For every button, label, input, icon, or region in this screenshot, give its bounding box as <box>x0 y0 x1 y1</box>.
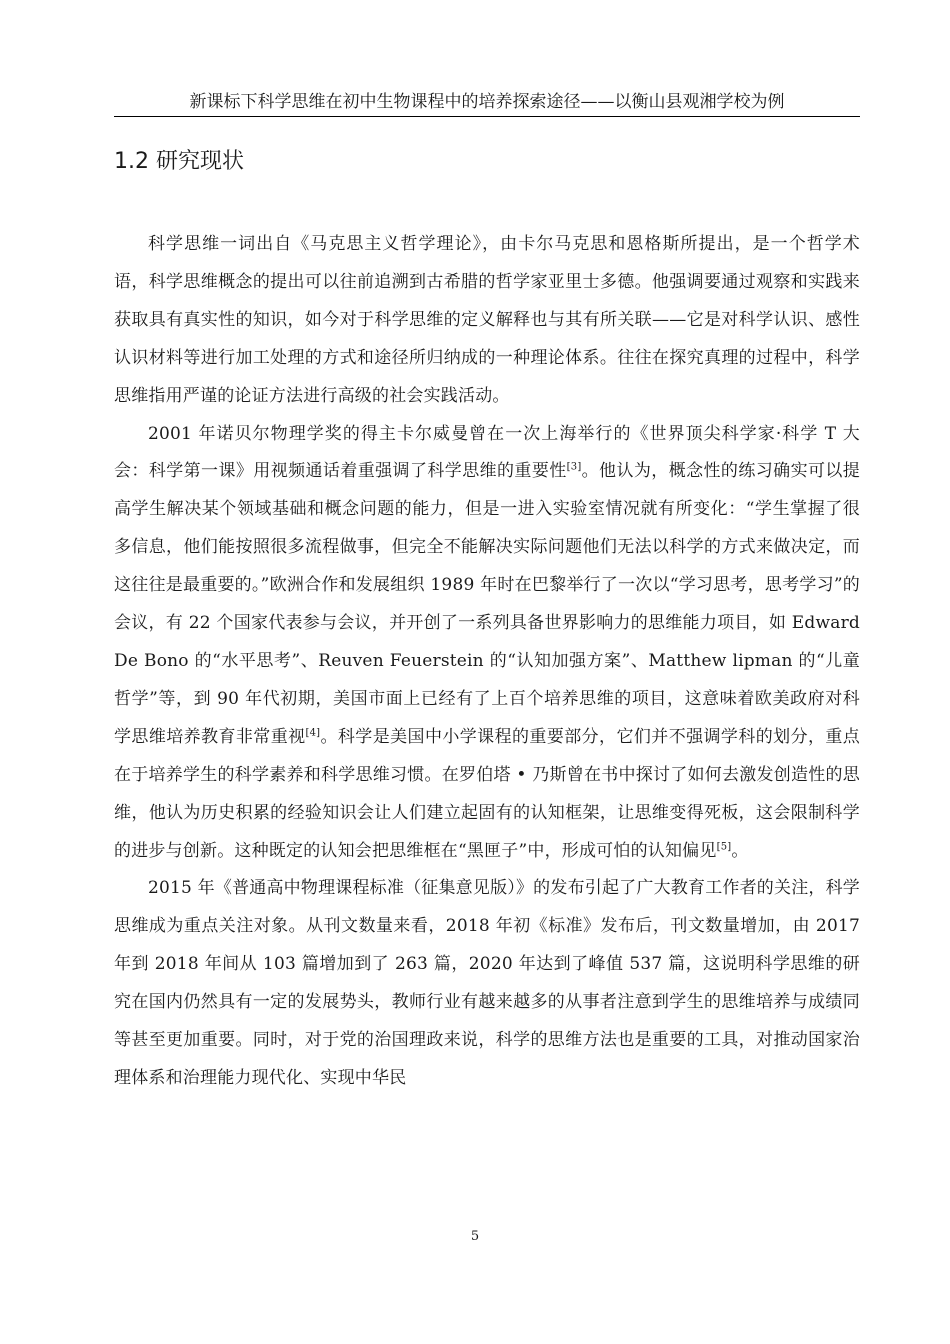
body-text <box>114 226 860 1098</box>
paragraph-text: 科学思维一词出自《马克思主义哲学理论》，由卡尔马克思和恩格斯所提出，是一个哲学术语，科学思维概念的提出可以往前追溯到古希腊的哲学家亚里士多德。他强调要通过观察和实践来获取具有真实性的知识，如今对于科学思维的定义解释也与其有所关联——它是对科学认识、感性认识材料等进行加工处理的方式和途径所归纳成的一种理论体系。往往在探究真理的过程中，科学思维指用严谨的论证方法进行高级的社会实践活动。 <box>114 234 860 406</box>
paragraph-text: 。科学是美国中小学课程的重要部分，它们并不强调学科的划分，重点在于培养学生的科学素养和科学思维习惯。在罗伯塔 • 乃斯曾在书中探讨了如何去激发创造性的思维，他认为历史积累的经验知识会让人们建立起固有的认知框架，让思维变得死板，这会限制科学的进步与创新。这种既定的认知会把思维框在“黑匣子”中，形成可怕的认知偏见 <box>114 726 860 861</box>
citation-ref: [5] <box>716 840 732 852</box>
running-header: 新课标下科学思维在初中生物课程中的培养探索途径——以衡山县观湘学校为例 <box>114 90 860 117</box>
paragraph <box>114 870 860 1097</box>
citation-ref: [4] <box>305 727 321 739</box>
section-heading: 1.2 研究现状 <box>114 149 244 174</box>
page-number: 5 <box>470 1229 480 1244</box>
paragraph-text: 2001 年诺贝尔物理学奖的得主卡尔威曼曾在一次上海举行的《世界顶尖科学家·科学 T 大会：科学第一课》用视频通话着重强调了科学思维的重要性 <box>114 423 860 482</box>
paragraph-text: 。 <box>731 840 749 861</box>
paragraph-text: 2015 年《普通高中物理课程标准（征集意见版）》的发布引起了广大教育工作者的关注，科学思维成为重点关注对象。从刊文数量来看，2018 年初《标准》发布后，刊文数量增加，由 2017 年到 2018 年间从 103 篇增加到了 263 篇，2020 年达到了峰值 537 篇，这说明科学思维的研究在国内仍然具有一定的发展势头，教师行业有越来越多的从事者注意到学生的思维培养与成绩同等甚至更加重要。同时，对于党的治国理政来说，科学的思维方法也是重要的工具，对推动国家治理体系和治理能力现代化、实现中华民 <box>114 878 860 1088</box>
citation-ref: [3] <box>566 461 582 473</box>
paragraph <box>114 226 860 416</box>
paragraph <box>114 416 860 871</box>
paragraph-text: 。他认为，概念性的练习确实可以提高学生解决某个领域基础和概念问题的能力，但是一进入实验室情况就有所变化：“学生掌握了很多信息，他们能按照很多流程做事，但完全不能解决实际问题他们无法以科学的方式来做决定，而这往往是最重要的。”欧洲合作和发展组织 1989 年时在巴黎举行了一次以“学习思考，思考学习”的会议，有 22 个国家代表参与会议，并开创了一系列具备世界影响力的思维能力项目，如 Edward De Bono 的“水平思考”、Reuven Feuerstein 的“认知加强方案”、Matthew lipman 的“儿童哲学”等，到 90 年代初期，美国市面上已经有了上百个培养思维的项目，这意味着欧美政府对科学思维培养教育非常重视 <box>114 461 860 747</box>
